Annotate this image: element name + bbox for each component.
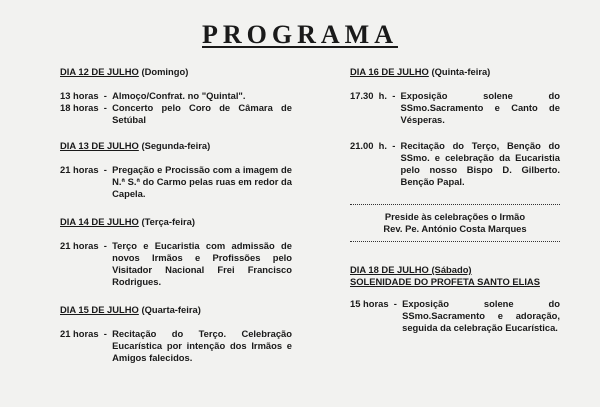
entry-time: 21 horas -: [60, 328, 113, 339]
day-13-weekday: (Segunda-feira): [141, 140, 211, 151]
entry-time: 17.30 h. -: [350, 90, 401, 101]
day-16-heading: [350, 66, 560, 78]
day-18-date: DIA 18 DE JULHO (Sábado): [350, 264, 472, 275]
entry-time: 21.00 h. -: [350, 140, 401, 151]
day-15-date: DIA 15 DE JULHO: [60, 304, 139, 315]
day-16-entry-2: [350, 140, 560, 188]
day-14-weekday: (Terça-feira): [141, 216, 195, 227]
day-18-entry-1: [350, 298, 560, 334]
entry-time: 18 horas -: [60, 102, 113, 113]
day-18-section: [350, 264, 560, 334]
day-15-heading: [60, 304, 292, 316]
day-13-entry-1: [60, 164, 292, 200]
entry-text: Almoço/Confrat. no "Quintal".: [112, 90, 246, 101]
right-column: [350, 66, 560, 334]
day-12-entry-2: [60, 102, 292, 126]
day-13-date: DIA 13 DE JULHO: [60, 140, 139, 151]
entry-time: 13 horas -: [60, 90, 113, 101]
entry-text: Exposição solene do SSmo.Sacramento e adoração, seguida da celebração Eucarística.: [402, 298, 560, 333]
day-16-entry-1: [350, 90, 560, 126]
entry-time: 21 horas -: [60, 240, 113, 251]
page-title: PROGRAMA: [202, 20, 398, 49]
entry-time: 21 horas -: [60, 164, 113, 175]
day-14-entry-1: [60, 240, 292, 288]
day-13-section: [60, 140, 292, 200]
day-12-section: [60, 66, 292, 126]
day-12-entry-1: [60, 90, 292, 102]
day-12-weekday: (Domingo): [141, 66, 189, 77]
day-15-weekday: (Quarta-feira): [141, 304, 201, 315]
entry-text: Pregação e Procissão com a imagem de N.ª S.ª do Carmo pelas ruas em redor da Capela.: [112, 164, 292, 199]
day-14-date: DIA 14 DE JULHO: [60, 216, 139, 227]
day-13-heading: [60, 140, 292, 152]
entry-time: 15 horas -: [350, 298, 403, 309]
day-18-subtitle: SOLENIDADE DO PROFETA SANTO ELIAS: [350, 276, 540, 287]
day-14-heading: [60, 216, 292, 228]
preside-line-1: Preside às celebrações o Irmão: [384, 211, 526, 222]
day-16-section: [350, 66, 560, 188]
day-12-heading: [60, 66, 292, 78]
day-15-entry-1: [60, 328, 292, 364]
preside-note: [350, 211, 560, 235]
preside-line-2: Rev. Pe. António Costa Marques: [383, 223, 527, 234]
entry-text: Terço e Eucaristia com admissão de novos Irmãos e Profissões pelo Visitador Nacional Frei Francisco Rodrigues.: [112, 240, 292, 287]
entry-text: Recitação do Terço. Celebração Eucarística por intenção dos Irmãos e Amigos falecidos.: [112, 328, 292, 363]
day-15-section: [60, 304, 292, 364]
entry-text: Recitação do Terço, Benção do SSmo. e celebração da Eucaristia pelo nosso Bispo D. Gilberto. Benção Papal.: [400, 140, 560, 187]
entry-text: Exposição solene do SSmo.Sacramento e Canto de Vésperas.: [400, 90, 560, 125]
entry-text: Concerto pelo Coro de Câmara de Setúbal: [112, 102, 292, 125]
day-12-date: DIA 12 DE JULHO: [60, 66, 139, 77]
day-16-weekday: (Quinta-feira): [431, 66, 491, 77]
day-14-section: [60, 216, 292, 288]
day-16-date: DIA 16 DE JULHO: [350, 66, 429, 77]
left-column: [60, 66, 292, 364]
